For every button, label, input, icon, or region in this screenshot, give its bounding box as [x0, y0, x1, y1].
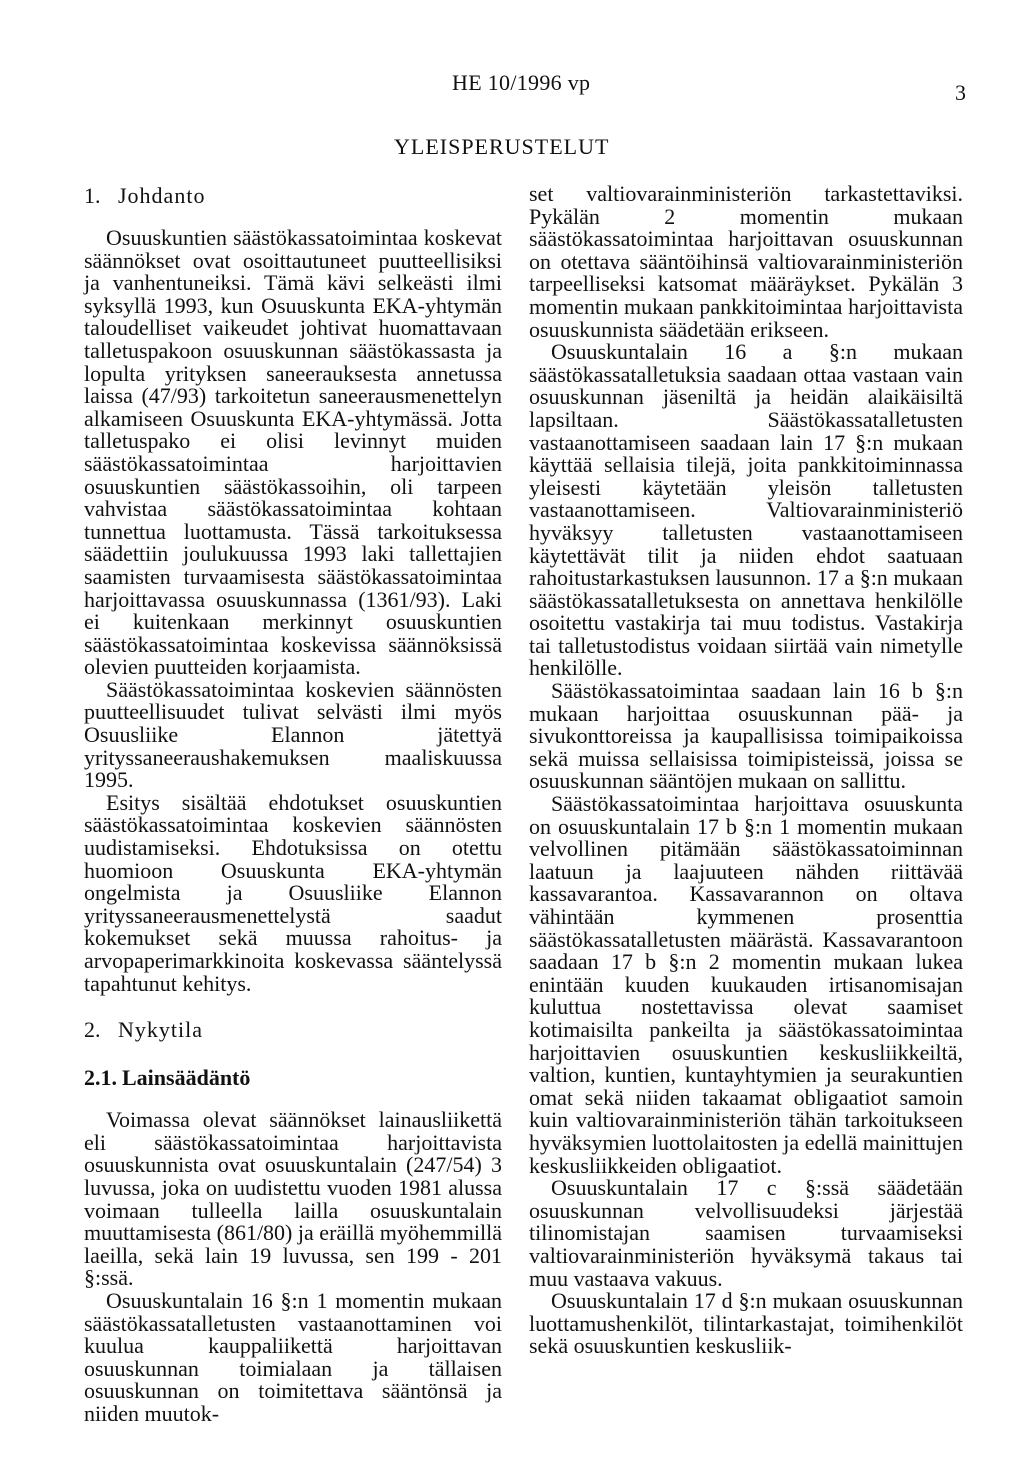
- paragraph: set valtiovarainministeriön tarkastettaviksi. Pykälän 2 momentin mukaan säästökassatoimintaa harjoittavan osuuskunnan on otettava sääntöihinsä valtiovarainministeriön tarpeelliseksi katsomat määräykset. Pykälän 3 momentin mukaan pankkitoimintaa harjoittavista osuuskunnista säädetään erikseen.: [529, 181, 963, 342]
- heading-title: Lainsäädäntö: [122, 1065, 251, 1091]
- page-number: 3: [955, 80, 966, 105]
- paragraph: Esitys sisältää ehdotukset osuuskuntien säästökassatoimintaa koskevien säännösten uudistamiseksi. Ehdotuksissa on otettu huomioon Osuuskunta EKA-yhtymän ongelmista ja Osuusliike Elannon yrityssaneerausmenettelystä saadut kokemukset sekä muussa rahoitus- ja arvopaperimarkkinoita koskevassa sääntelyssä tapahtunut kehitys.: [84, 789, 502, 996]
- paragraph: Säästökassatoimintaa koskevien säännösten puutteellisuudet tulivat selvästi ilmi myös Osuusliike Elannon jätettyä yrityssaneeraushakemuksen maaliskuussa 1995.: [84, 676, 502, 793]
- heading-number: 2.: [84, 1017, 101, 1043]
- paragraph: Osuuskuntalain 16 §:n 1 momentin mukaan säästökassatalletusten vastaanottaminen voi kuulua kauppaliikettä harjoittavan osuuskunnan toimialaan ja tällaisen osuuskunnan on toimitettava sääntönsä ja niiden muutok-: [84, 1287, 502, 1426]
- heading-title: Johdanto: [118, 183, 206, 208]
- heading-current-state: [84, 1017, 502, 1043]
- heading-title: Nykytila: [118, 1017, 203, 1043]
- heading-legislation: [84, 1065, 502, 1091]
- paragraph: Osuuskuntalain 17 c §:ssä säädetään osuuskunnan velvollisuudeksi järjestää tilinomistajan saamisen turvaamiseksi valtiovarainministeriön hyväksymä takaus tai muu vastaava vakuus.: [529, 1175, 963, 1291]
- left-column: [84, 183, 502, 1426]
- section-title: YLEISPERUSTELUT: [394, 134, 610, 159]
- paragraph: Säästökassatoimintaa harjoittava osuuskunta on osuuskuntalain 17 b §:n 1 momentin mukaan velvollinen pitämään säästökassatoiminnan laatuun ja laajuuteen nähden riittävää kassavarantoa. Kassavarannon on oltava vähintään kymmenen prosenttia säästökassatalletusten määrästä. Kassavarantoon saadaan 17 b §:n 2 momentin mukaan lukea enintään kuuden kuukauden irtisanomisajan kuluttua nostettavissa olevat saamiset kotimaisilta pankeilta ja säästökassatoimintaa harjoittavien osuuskuntien keskusliikkeiltä, valtion, kuntien, kuntayhtymien ja seurakuntien omat sekä niiden takaamat obligaatiot samoin kuin valtiovarainministeriön tähän tarkoitukseen hyväksymien luottolaitosten ja edellä mainittujen keskusliikkeiden obligaatiot.: [529, 791, 963, 1178]
- paragraph: Osuuskuntalain 17 d §:n mukaan osuuskunnan luottamushenkilöt, tilintarkastajat, toimihenkilöt sekä osuuskuntien keskusliik-: [529, 1288, 963, 1359]
- heading-number: 1.: [84, 183, 101, 208]
- right-column: [529, 183, 963, 1358]
- paragraph: Osuuskuntalain 16 a §:n mukaan säästökassatalletuksia saadaan ottaa vastaan vain osuuskunnan jäseniltä ja heidän alaikäisiltä lapsiltaan. Säästökassatalletusten vastaanottamiseen saadaan lain 17 §:n mukaan käyttää sellaisia tilejä, joita pankkitoiminnassa yleisesti käytetään yleisön talletusten vastaanottamiseen. Valtiovarainministeriö hyväksyy talletusten vastaanottamiseen käytettävät tilit ja niiden ehdot saatuaan rahoitustarkastuksen lausunnon. 17 a §:n mukaan säästökassatalletuksesta on annettava henkilölle osoitettu vastakirja tai muu todistus. Vastakirja tai talletustodistus voidaan siirtää vain nimetylle henkilölle.: [529, 339, 963, 681]
- heading-number: 2.1.: [84, 1065, 117, 1091]
- paragraph: Voimassa olevat säännökset lainausliikettä eli säästökassatoimintaa harjoittavista osuuskunnista ovat osuuskuntalain (247/54) 3 luvussa, joka on uudistettu vuoden 1981 alussa voimaan tulleella lailla osuuskuntalain muuttamisesta (861/80) ja eräillä myöhemmillä laeilla, sekä lain 19 luvussa, sen 199 - 201 §:ssä.: [84, 1107, 502, 1291]
- document-code: HE 10/1996 vp: [452, 70, 591, 95]
- paragraph: Osuuskuntien säästökassatoimintaa koskevat säännökset ovat osoittautuneet puutteellisiksi ja vanhentuneiksi. Tämä kävi selkeästi ilmi syksyllä 1993, kun Osuuskunta EKA-yhtymän taloudelliset vaikeudet johtivat huomattavaan talletuspakoon osuuskunnan säästökassasta ja lopulta yrityksen saneerauksesta annetussa laissa (47/93) tarkoitetun saneerausmenettelyn alkamiseen Osuuskunta EKA-yhtymässä. Jotta talletuspako ei olisi levinnyt muiden säästökassatoimintaa harjoittavien osuuskuntien säästökassoihin, oli tarpeen vahvistaa säästökassatoimintaa kohtaan tunnettua luottamusta. Tässä tarkoituksessa säädettiin joulukuussa 1993 laki tallettajien saamisten turvaamisesta säästökassatoimintaa harjoittavassa osuuskunnassa (1361/93). Laki ei kuitenkaan merkinnyt osuuskuntien säästökassatoimintaa koskevissa säännöksissä olevien puutteiden korjaamista.: [84, 225, 502, 680]
- paragraph: Säästökassatoimintaa saadaan lain 16 b §:n mukaan harjoittaa osuuskunnan pää- ja sivukonttoreissa ja kaupallisissa toimipaikoissa sekä muissa sellaisissa toimipisteissä, joissa se osuuskunnan sääntöjen mukaan on sallittu.: [529, 678, 963, 794]
- heading-introduction: [84, 183, 502, 209]
